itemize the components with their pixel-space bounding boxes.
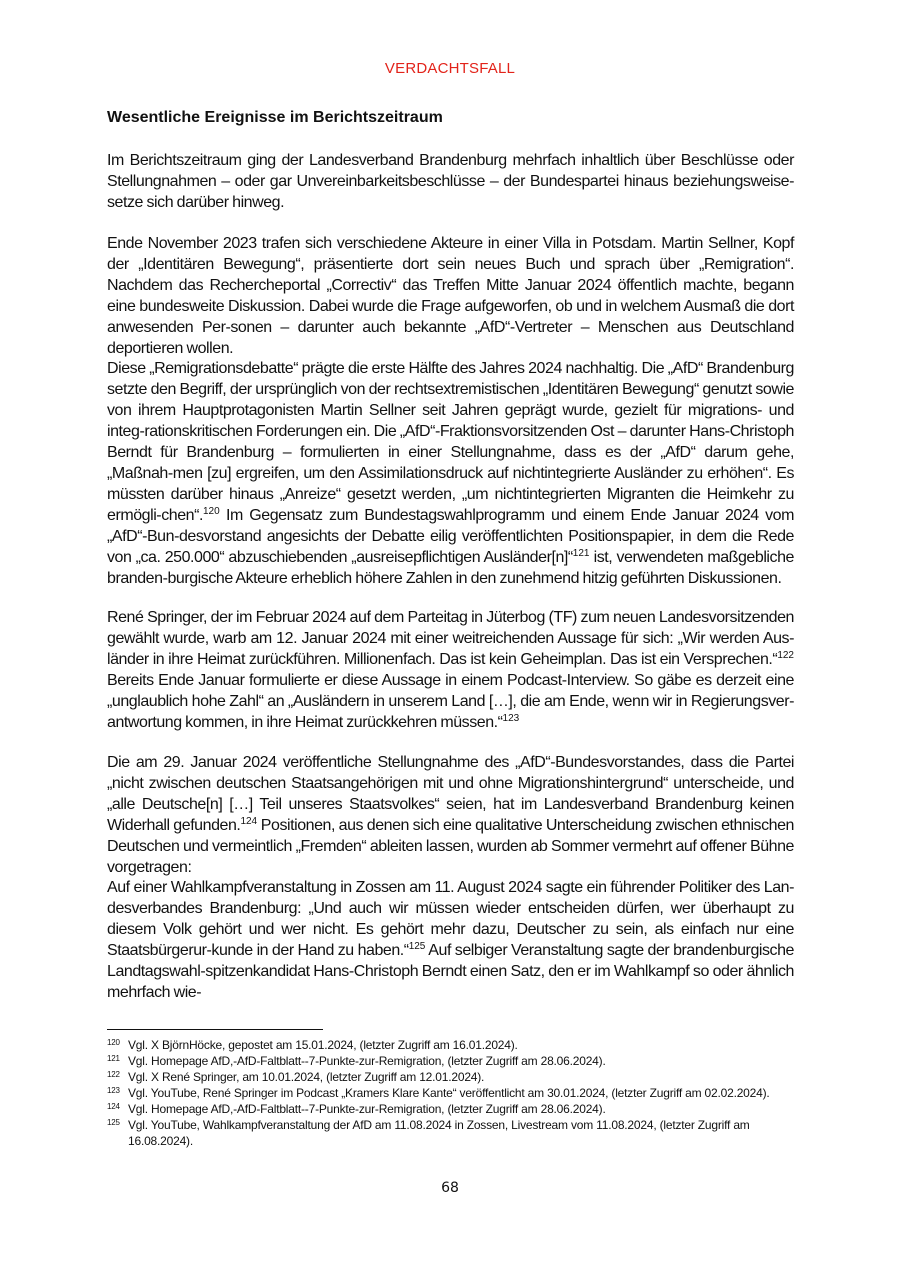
- footnote-ref[interactable]: 122: [777, 650, 794, 661]
- footnote-number: 123: [107, 1086, 120, 1095]
- footnote-ref[interactable]: 124: [240, 816, 258, 827]
- footnote-text: Vgl. YouTube, René Springer im Podcast „Kramers Klare Kante“ veröffentlicht am 30.01.2024, (letzter Zugriff am 02.02.2024).: [128, 1086, 770, 1100]
- footnote-ref[interactable]: 125: [408, 941, 426, 952]
- footnote-number: 120: [107, 1038, 120, 1047]
- footnote-text: Vgl. X BjörnHöcke, gepostet am 15.01.2024, (letzter Zugriff am 16.01.2024).: [128, 1038, 518, 1052]
- footnote-122: [107, 1069, 797, 1085]
- paragraph-text: Auf selbiger Veranstaltung sagte der brandenburgische Landtagswahl-spitzenkandidat Hans-Christoph Berndt einen Satz, den er im Wahlkampf so oder ähnlich mehrfach wie-: [107, 942, 794, 1001]
- footnote-124: [107, 1101, 797, 1117]
- paragraph-text: Die am 29. Januar 2024 veröffentliche Stellungnahme des „AfD“-Bundesvorstandes, dass die Partei „nicht zwischen deutschen Staatsangehörigen mit und ohne Migrationshintergrund“ unterscheide, und „alle Deutsche[n] […] Teil unseres Staatsvolkes“ seien, hat im Landesverband Brandenburg keinen Widerhall gefunden.: [107, 754, 794, 834]
- footnote-text: Vgl. X René Springer, am 10.01.2024, (letzter Zugriff am 12.01.2024).: [128, 1070, 485, 1084]
- footnote-number: 124: [107, 1102, 120, 1111]
- paragraph-text: Bereits Ende Januar formulierte er diese Aussage in einem Podcast-Interview. So gäbe es derzeit eine „unglaublich hohe Zahl“ an „Ausländern in unserem Land […], die am Ende, wenn wir in Regierungsver-antwortung kommen, in ihre Heimat zurückkehren müssen.“: [107, 672, 794, 731]
- paragraph-1: [107, 150, 794, 213]
- paragraph-text: Im Berichtszeitraum ging der Landesverband Brandenburg mehrfach inhaltlich über Beschlüsse oder Stellungnahmen – oder gar Unvereinbarkeitsbeschlüsse – der Bundespartei hinaus beziehungsweise-setze sich darüber hinweg.: [107, 152, 794, 211]
- footnote-text: Vgl. Homepage AfD,-AfD-Faltblatt--7-Punkte-zur-Remigration, (letzter Zugriff am 28.06.2024).: [128, 1102, 606, 1116]
- paragraph-2: [107, 233, 794, 359]
- footnote-ref[interactable]: 120: [202, 506, 220, 517]
- paragraph-text: Diese „Remigrationsdebatte“ prägte die erste Hälfte des Jahres 2024 nachhaltig. Die „AfD“ Brandenburg setzte den Begriff, der ursprünglich von der rechtsextremistischen „Identitären Bewegung“ genutzt sowie von ihrem Hauptprotagonisten Martin Sellner seit Jahren geprägt wurde, gezielt für migrations- und integ-rationskritischen Forderungen ein. Die „AfD“-Fraktionsvorsitzenden Ost – darunter Hans-Christoph Berndt für Brandenburg – formulierten in einer Stellungnahme, dass es der „AfD“ darum gehe, „Maßnah-men [zu] ergreifen, um den Assimilationsdruck auf nichtintegrierte Ausländer zu erhöhen“. Es müssten darüber hinaus „Anreize“ gesetzt werden, „um nichtintegrierten Migranten die Heimkehr zu ermögli-chen“.: [107, 360, 794, 524]
- footnote-number: 121: [107, 1054, 120, 1063]
- paragraph-6: [107, 877, 794, 1003]
- classification-header: VERDACHTSFALL: [384, 60, 516, 77]
- paragraph-3: [107, 358, 794, 589]
- paragraph-text: René Springer, der im Februar 2024 auf dem Parteitag in Jüterbog (TF) zum neuen Landesvorsitzenden gewählt wurde, warb am 12. Januar 2024 mit einer weitreichenden Aussage für sich: „Wir werden Aus-länder in ihre Heimat zurückführen. Millionenfach. Das ist kein Geheimplan. Das ist ein Versprechen.“: [107, 609, 794, 668]
- footnote-121: [107, 1053, 797, 1069]
- page-number: 68: [441, 1180, 459, 1196]
- section-heading: Wesentliche Ereignisse im Berichtszeitraum: [107, 109, 443, 126]
- paragraph-text: Positionen, aus denen sich eine qualitative Unterscheidung zwischen ethnischen Deutschen und vermeintlich „Fremden“ ableiten lassen, wurden ab Sommer vermehrt auf offener Bühne vorgetragen:: [107, 817, 795, 876]
- paragraph-5: [107, 752, 794, 878]
- footnote-125: [107, 1117, 797, 1149]
- paragraph-4: [107, 607, 794, 733]
- paragraph-text: Ende November 2023 trafen sich verschiedene Akteure in einer Villa in Potsdam. Martin Sellner, Kopf der „Identitären Bewegung“, präsentierte dort sein neues Buch und sprach über „Remigration“. Nachdem das Rechercheportal „Correctiv“ das Treffen Mitte Januar 2024 öffentlich machte, begann eine bundesweite Diskussion. Dabei wurde die Frage aufgeworfen, ob und in welchem Ausmaß die dort anwesenden Per-sonen – darunter auch bekannte „AfD“-Vertreter – Menschen aus Deutschland deportieren wollen.: [107, 235, 794, 357]
- footnote-text: Vgl. YouTube, Wahlkampfveranstaltung der AfD am 11.08.2024 in Zossen, Livestream vom 11.08.2024, (letzter Zugriff am 16.08.2024).: [128, 1118, 750, 1148]
- footnote-ref[interactable]: 121: [572, 548, 590, 559]
- footnote-number: 122: [107, 1070, 120, 1079]
- paragraph-text: Im Gegensatz zum Bundestagswahlprogramm und einem Ende Januar 2024 vom „AfD“-Bun-desvorstand angesichts der Debatte eilig veröffentlichten Positionspapier, in dem die Rede von „ca. 250.000“ abzuschiebenden „ausreisepflichtigen Ausländer[n]“: [107, 507, 794, 566]
- footnote-123: [107, 1085, 797, 1101]
- footnotes: [107, 1037, 797, 1149]
- paragraph-text: ist, verwendeten maßgebliche branden-burgische Akteure erheblich höhere Zahlen in den zunehmend hitzig geführten Diskussionen.: [107, 549, 794, 587]
- footnote-number: 125: [107, 1118, 120, 1127]
- paragraph-text: Auf einer Wahlkampfveranstaltung in Zossen am 11. August 2024 sagte ein führender Politiker des Lan-desverbandes Brandenburg: „Und auch wir müssen wieder entscheiden dürfen, wer überhaupt zu diesem Volk gehört und wer nicht. Es gehört mehr dazu, Deutscher zu sein, als einfach nur eine Staatsbürgerur-kunde in der Hand zu haben.“: [107, 879, 794, 959]
- footnote-120: [107, 1037, 797, 1053]
- footnote-divider: [107, 1029, 323, 1030]
- footnote-text: Vgl. Homepage AfD,-AfD-Faltblatt--7-Punkte-zur-Remigration, (letzter Zugriff am 28.06.2024).: [128, 1054, 606, 1068]
- footnote-ref[interactable]: 123: [502, 713, 520, 724]
